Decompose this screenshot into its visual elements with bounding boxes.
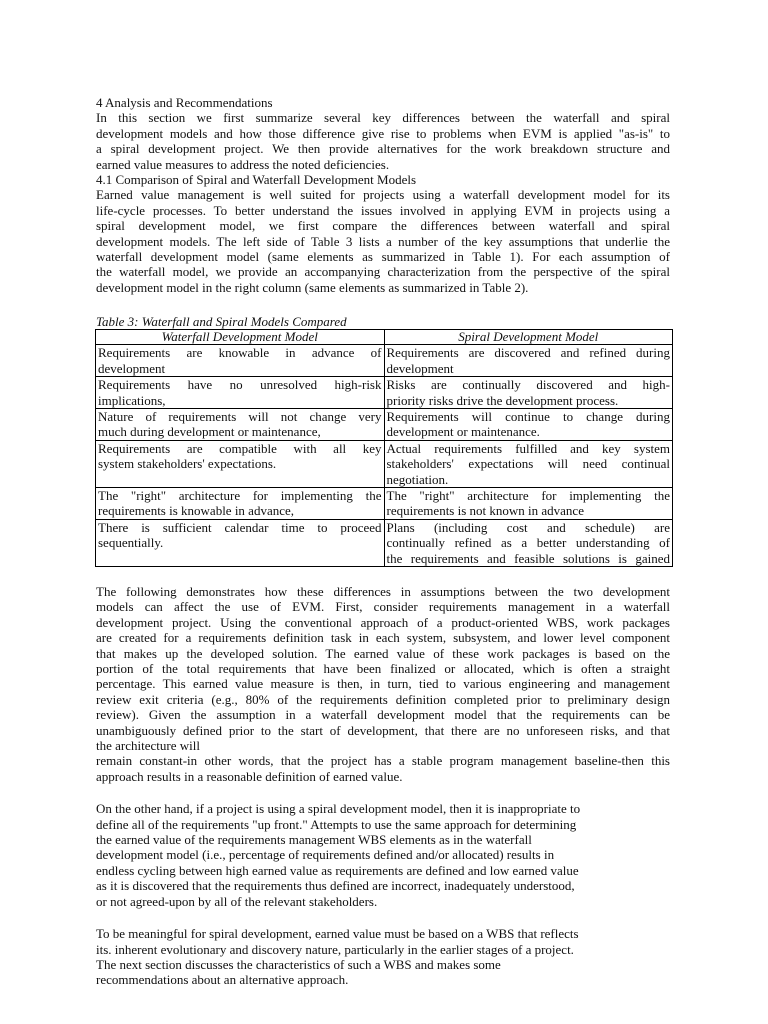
section-intro [96,110,670,172]
waterfall-cell [96,408,385,440]
cell-line: much during development or maintenance, [98,424,321,440]
cell-line: There is sufficient calendar time to proceed [98,519,382,535]
spiral-cell [384,377,673,409]
cell-line: negotiation. [386,471,449,487]
body-line: On the other hand, if a project is using a spiral development model, then it is inappropriate to [96,801,581,817]
subsection-line: Earned value management is well suited for projects using a waterfall development model for its [96,187,670,203]
cell-line: Requirements will continue to change during [386,408,670,424]
cell-line: development [98,360,166,376]
subsection-line: life-cycle processes. To better understand the issues involved in applying EVM in projects using a [96,202,670,218]
subsection-line: the waterfall model, we provide an accompanying characterization from the perspective of the spiral [96,264,670,280]
document-page [96,95,670,988]
column-header-waterfall: Waterfall Development Model [96,330,385,345]
waterfall-cell [96,519,385,566]
cell-line: continually refined as a better understanding of [386,535,670,551]
body-paragraph-2 [96,801,670,909]
cell-line: The "right" architecture for implementing the [386,487,670,503]
body-line: The following demonstrates how these differences in assumptions between the two development [96,583,670,599]
cell-line: requirements is knowable in advance, [98,503,295,519]
subsection-heading: 4.1 Comparison of Spiral and Waterfall Development Models [96,172,417,188]
body-line: that makes up the developed solution. The earned value of these work packages is based on the [96,645,670,661]
cell-line: system stakeholders' expectations. [98,456,277,472]
subsection-paragraph [96,187,670,295]
body-line: approach results in a reasonable definition of earned value. [96,768,403,784]
table-caption: Table 3: Waterfall and Spiral Models Compared [96,314,347,330]
body-line: unambiguously defined prior to the start of development, that there are no unforeseen risks, and that [96,722,670,738]
subsection-line: development model in the right column (same elements as summarized in Table 2). [96,279,529,295]
cell-line: Risks are continually discovered and high- [386,377,670,393]
spiral-cell [384,345,673,377]
body-paragraph-1 [96,584,670,784]
cell-line: Requirements are compatible with all key [98,440,382,456]
table-row [96,440,673,487]
table-row [96,487,673,519]
body-line: The next section discusses the characteristics of such a WBS and makes some [96,956,501,972]
body-line: review exit criteria (e.g., 80% of the requirements definition completed prior to preliminary design [96,691,670,707]
cell-line: The "right" architecture for implementing the [98,487,382,503]
spiral-cell [384,519,673,566]
body-line: define all of the requirements "up front." Attempts to use the same approach for determining [96,816,577,832]
body-line: development model (i.e., percentage of requirements defined and/or allocated) results in [96,847,555,863]
cell-line: development [386,360,454,376]
body-line: To be meaningful for spiral development, earned value must be based on a WBS that reflects [96,926,579,942]
subsection-line: spiral development model, we first compare the differences between waterfall and spiral [96,218,670,234]
cell-line: Actual requirements fulfilled and key system [386,440,670,456]
body-line: models can affect the use of EVM. First, consider requirements management in a waterfall [96,599,670,615]
body-line: as it is discovered that the requirements thus defined are incorrect, inadequately understood, [96,878,575,894]
cell-line: implications, [98,392,166,408]
waterfall-cell [96,440,385,487]
body-line: are created for a requirements definition task in each system, subsystem, and lower level component [96,630,670,646]
cell-line: the requirements and feasible solutions is gained [386,550,670,566]
column-header-spiral: Spiral Development Model [384,330,673,345]
waterfall-cell [96,487,385,519]
cell-line: Requirements are knowable in advance of [98,345,382,361]
table-row [96,345,673,377]
intro-line: a spiral development project. We then provide alternatives for the work breakdown structure and [96,141,670,157]
body-line: percentage. This earned value measure is then, in turn, tied to various engineering and management [96,676,670,692]
table-row [96,519,673,566]
table-row [96,408,673,440]
cell-line: priority risks drive the development process. [386,392,619,408]
table-header-row [96,330,673,345]
comparison-table [95,329,673,567]
waterfall-cell [96,345,385,377]
body-line: portion of the total requirements that have been finalized or allocated, which is often a straight [96,661,670,676]
table-row [96,377,673,409]
body-line: endless cycling between high earned value as requirements are defined and low earned value [96,862,579,878]
waterfall-cell [96,377,385,409]
cell-line: Nature of requirements will not change very [98,408,382,424]
body-line: or not agreed-upon by all of the relevant stakeholders. [96,893,378,909]
subsection-line: development models. The left side of Table 3 lists a number of the key assumptions that underlie the [96,233,670,249]
intro-line: development models and how those difference give rise to problems when EVM is applied "as-is" to [96,125,670,141]
body-line: its. inherent evolutionary and discovery nature, particularly in the earlier stages of a project. [96,941,574,957]
body-line: the architecture will [96,738,200,754]
body-paragraph-3 [96,926,670,988]
cell-line: development or maintenance. [386,424,540,440]
body-line: the earned value of the requirements management WBS elements as in the waterfall [96,832,532,848]
intro-line: earned value measures to address the noted deficiencies. [96,156,390,172]
spiral-cell [384,408,673,440]
section-heading: 4 Analysis and Recommendations [96,95,273,110]
cell-line: Plans (including cost and schedule) are [386,519,670,535]
cell-line: Requirements have no unresolved high-risk [98,377,382,393]
body-line: development project. Using the conventional approach of a product-oriented WBS, work packages [96,614,670,630]
intro-line: In this section we first summarize several key differences between the waterfall and spiral [96,110,670,126]
cell-line: Requirements are discovered and refined during [386,345,670,361]
cell-line: sequentially. [98,535,164,551]
cell-line: stakeholders' expectations will need continual [386,456,670,472]
subsection-line: waterfall development model (same elements as summarized in Table 1). For each assumption of [96,249,670,265]
body-line: remain constant-in other words, that the project has a stable program management baseline-then this [96,753,670,769]
spiral-cell [384,487,673,519]
spiral-cell [384,440,673,487]
body-line: recommendations about an alternative approach. [96,972,349,988]
body-line: review). Given the assumption in a waterfall development model that the requirements can be [96,707,670,723]
cell-line: requirements is not known in advance [386,503,584,519]
